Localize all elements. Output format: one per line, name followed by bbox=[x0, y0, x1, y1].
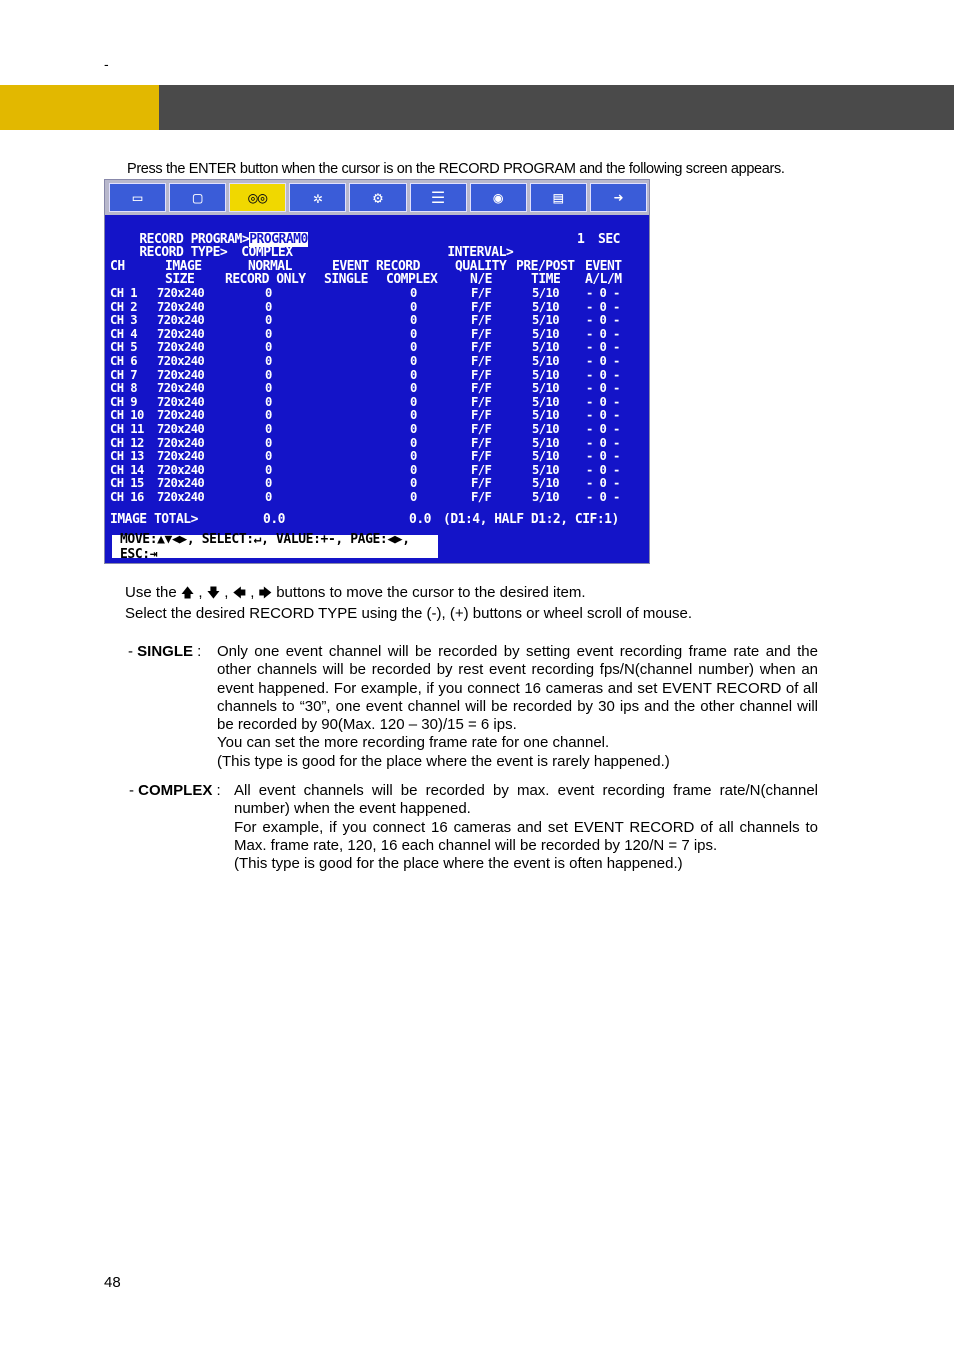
channel-ch: CH 8 bbox=[110, 381, 137, 396]
channel-normal[interactable]: 0 bbox=[265, 462, 272, 477]
left-arrow-icon: 🡄 bbox=[232, 585, 247, 600]
header-quality: QUALITY bbox=[455, 259, 507, 274]
channel-size[interactable]: 720x240 bbox=[157, 421, 205, 436]
complex-label: COMPLEX bbox=[138, 782, 213, 799]
channel-size[interactable]: 720x240 bbox=[157, 381, 205, 396]
channel-ch: CH 11 bbox=[110, 421, 144, 436]
image-total-normal: 0.0 bbox=[263, 512, 285, 527]
channel-normal[interactable]: 0 bbox=[265, 299, 272, 314]
channel-ch: CH 15 bbox=[110, 476, 144, 491]
channel-complex[interactable]: 0 bbox=[410, 449, 417, 464]
menu-tab-7[interactable]: ◉ bbox=[470, 183, 527, 212]
channel-time[interactable]: 5/10 bbox=[532, 367, 559, 382]
single-line-1: Only one event channel will be recorded by setting event recording frame rate and the other channels will be recorded by rest event recording fps/N(channel number) when an event happened. For example, if you connect 16 cameras and set EVENT RECORD of all channels to “30”, one event channel will be recorded by 30 ips and the other channel will be recorded by 90(Max. 120 – 30)/15 = 6 ips. bbox=[217, 643, 818, 734]
channel-ch: CH 9 bbox=[110, 394, 137, 409]
channel-alm[interactable]: - 0 - bbox=[586, 408, 620, 423]
channel-complex[interactable]: 0 bbox=[410, 408, 417, 423]
channel-quality[interactable]: F/F bbox=[471, 340, 492, 355]
menu-toolbar bbox=[105, 180, 650, 215]
channel-time[interactable]: 5/10 bbox=[532, 408, 559, 423]
channel-time[interactable]: 5/10 bbox=[532, 326, 559, 341]
channel-size[interactable]: 720x240 bbox=[157, 353, 205, 368]
channel-normal[interactable]: 0 bbox=[265, 489, 272, 504]
page-number: 48 bbox=[104, 1274, 121, 1291]
channel-normal[interactable]: 0 bbox=[265, 381, 272, 396]
complex-line-3: (This type is good for the place where the event is often happened.) bbox=[234, 855, 683, 873]
channel-size[interactable]: 720x240 bbox=[157, 394, 205, 409]
down-arrow-icon: 🡇 bbox=[206, 585, 221, 600]
channel-time[interactable]: 5/10 bbox=[532, 353, 559, 368]
single-description bbox=[217, 643, 818, 771]
record-program-value[interactable]: PROGRAM0 bbox=[249, 232, 308, 247]
header-record-only: RECORD ONLY bbox=[225, 272, 306, 287]
channel-alm[interactable]: - 0 - bbox=[586, 462, 620, 477]
channel-ch: CH 12 bbox=[110, 435, 144, 450]
image-total-detail: (D1:4, HALF D1:2, CIF:1) bbox=[443, 512, 619, 527]
single-label: SINGLE bbox=[137, 643, 194, 660]
menu-tab-9[interactable]: ➜ bbox=[590, 183, 647, 212]
image-total-label: IMAGE TOTAL> bbox=[110, 512, 198, 527]
header-normal: NORMAL bbox=[248, 259, 292, 274]
channel-time[interactable]: 5/10 bbox=[532, 421, 559, 436]
channel-ch: CH 6 bbox=[110, 353, 137, 368]
channel-alm[interactable]: - 0 - bbox=[586, 326, 620, 341]
channel-complex[interactable]: 0 bbox=[410, 313, 417, 328]
channel-ch: CH 4 bbox=[110, 326, 137, 341]
channel-quality[interactable]: F/F bbox=[471, 489, 492, 504]
channel-normal[interactable]: 0 bbox=[265, 313, 272, 328]
menu-tab-2[interactable]: ▢ bbox=[169, 183, 226, 212]
channel-complex[interactable]: 0 bbox=[410, 394, 417, 409]
channel-quality[interactable]: F/F bbox=[471, 462, 492, 477]
channel-quality[interactable]: F/F bbox=[471, 326, 492, 341]
channel-complex[interactable]: 0 bbox=[410, 340, 417, 355]
single-term: - SINGLE : bbox=[128, 643, 202, 660]
channel-normal[interactable]: 0 bbox=[265, 435, 272, 450]
channel-alm[interactable]: - 0 - bbox=[586, 286, 620, 300]
single-line-3: (This type is good for the place where the event is rarely happened.) bbox=[217, 752, 670, 770]
channel-complex[interactable]: 0 bbox=[410, 367, 417, 382]
channel-alm[interactable]: - 0 - bbox=[586, 449, 620, 464]
channel-alm[interactable]: - 0 - bbox=[586, 381, 620, 396]
channel-size[interactable]: 720x240 bbox=[157, 326, 205, 341]
header-time: TIME bbox=[531, 272, 561, 287]
use-arrows-line: Use the 🡅 , 🡇 , 🡄 , 🡆 buttons to move the cursor to the desired item. bbox=[125, 584, 586, 601]
channel-quality[interactable]: F/F bbox=[471, 367, 492, 382]
record-type-value[interactable]: COMPLEX bbox=[241, 245, 293, 260]
interval-label: INTERVAL> bbox=[447, 245, 514, 260]
channel-alm[interactable]: - 0 - bbox=[586, 435, 620, 450]
interval-unit: SEC bbox=[598, 232, 620, 247]
channel-size[interactable]: 720x240 bbox=[157, 462, 205, 477]
select-record-type-line: Select the desired RECORD TYPE using the (-), (+) buttons or wheel scroll of mouse. bbox=[125, 605, 693, 622]
channel-quality[interactable]: F/F bbox=[471, 435, 492, 450]
channel-ch: CH 13 bbox=[110, 449, 144, 464]
channel-alm[interactable]: - 0 - bbox=[586, 313, 620, 328]
channel-quality[interactable]: F/F bbox=[471, 353, 492, 368]
complex-line-1: All event channels will be recorded by max. event recording frame rate/N(channel number) when the event happened. bbox=[234, 782, 818, 818]
channel-time[interactable]: 5/10 bbox=[532, 313, 559, 328]
menu-tab-6[interactable]: ☰ bbox=[410, 183, 467, 212]
channel-ch: CH 3 bbox=[110, 313, 137, 328]
channel-complex[interactable]: 0 bbox=[410, 326, 417, 341]
image-total-event: 0.0 bbox=[409, 512, 431, 527]
channel-time[interactable]: 5/10 bbox=[532, 286, 559, 300]
use-suffix: buttons to move the cursor to the desired item. bbox=[276, 584, 586, 601]
channel-normal[interactable]: 0 bbox=[265, 326, 272, 341]
channel-ch: CH 10 bbox=[110, 408, 144, 423]
channel-size[interactable]: 720x240 bbox=[157, 476, 205, 491]
channel-ch: CH 16 bbox=[110, 489, 144, 504]
channel-complex[interactable]: 0 bbox=[410, 286, 417, 300]
channel-size[interactable]: 720x240 bbox=[157, 449, 205, 464]
channel-complex[interactable]: 0 bbox=[410, 299, 417, 314]
channel-quality[interactable]: F/F bbox=[471, 381, 492, 396]
channel-alm[interactable]: - 0 - bbox=[586, 421, 620, 436]
channel-complex[interactable]: 0 bbox=[410, 462, 417, 477]
channel-normal[interactable]: 0 bbox=[265, 408, 272, 423]
menu-tab-8[interactable]: ▤ bbox=[530, 183, 587, 212]
channel-ch: CH 2 bbox=[110, 299, 137, 314]
channel-time[interactable]: 5/10 bbox=[532, 476, 559, 491]
complex-line-2: For example, if you connect 16 cameras and set EVENT RECORD of all channels to Max. frame rate, 120, 16 each channel will be recorded by 120/N = 7 ips. bbox=[234, 818, 818, 854]
channel-alm[interactable]: - 0 - bbox=[586, 340, 620, 355]
channel-quality[interactable]: F/F bbox=[471, 286, 492, 300]
channel-quality[interactable]: F/F bbox=[471, 421, 492, 436]
channel-complex[interactable]: 0 bbox=[410, 435, 417, 450]
channel-alm[interactable]: - 0 - bbox=[586, 476, 620, 491]
channel-complex[interactable]: 0 bbox=[410, 421, 417, 436]
channel-normal[interactable]: 0 bbox=[265, 394, 272, 409]
channel-size[interactable]: 720x240 bbox=[157, 313, 205, 328]
channel-alm[interactable]: - 0 - bbox=[586, 299, 620, 314]
channel-time[interactable]: 5/10 bbox=[532, 435, 559, 450]
channel-complex[interactable]: 0 bbox=[410, 476, 417, 491]
channel-alm[interactable]: - 0 - bbox=[586, 367, 620, 382]
header-single: SINGLE bbox=[324, 272, 368, 287]
menu-tab-3[interactable]: ◎◎ bbox=[229, 183, 286, 212]
channel-complex[interactable]: 0 bbox=[410, 353, 417, 368]
channel-size[interactable]: 720x240 bbox=[157, 286, 205, 300]
channel-alm[interactable]: - 0 - bbox=[586, 394, 620, 409]
header-prepost: PRE/POST bbox=[516, 259, 575, 274]
channel-size[interactable]: 720x240 bbox=[157, 299, 205, 314]
channel-alm[interactable]: - 0 - bbox=[586, 353, 620, 368]
header-image: IMAGE bbox=[165, 259, 202, 274]
channel-complex[interactable]: 0 bbox=[410, 489, 417, 504]
interval-value[interactable]: 1 bbox=[577, 232, 585, 247]
header-size: SIZE bbox=[165, 272, 195, 287]
channel-complex[interactable]: 0 bbox=[410, 381, 417, 396]
channel-quality[interactable]: F/F bbox=[471, 476, 492, 491]
channel-time[interactable]: 5/10 bbox=[532, 489, 559, 504]
channel-normal[interactable]: 0 bbox=[265, 421, 272, 436]
header-complex: COMPLEX bbox=[386, 272, 438, 287]
channel-normal[interactable]: 0 bbox=[265, 476, 272, 491]
use-prefix: Use the bbox=[125, 584, 177, 601]
dvr-record-program-screen bbox=[104, 179, 650, 564]
channel-time[interactable]: 5/10 bbox=[532, 340, 559, 355]
channel-time[interactable]: 5/10 bbox=[532, 449, 559, 464]
record-type-label: RECORD TYPE> bbox=[139, 245, 228, 260]
menu-tab-5[interactable]: ⚙ bbox=[349, 183, 406, 212]
channel-normal[interactable]: 0 bbox=[265, 340, 272, 355]
channel-size[interactable]: 720x240 bbox=[157, 489, 205, 504]
channel-quality[interactable]: F/F bbox=[471, 299, 492, 314]
up-arrow-icon: 🡅 bbox=[180, 585, 195, 600]
key-help-bar: MOVE:▲▼◀▶, SELECT:↵, VALUE:+-, PAGE:◀▶, ESC:⇥ bbox=[110, 533, 440, 560]
channel-time[interactable]: 5/10 bbox=[532, 394, 559, 409]
complex-description bbox=[234, 782, 818, 873]
channel-quality[interactable]: F/F bbox=[471, 408, 492, 423]
channel-size[interactable]: 720x240 bbox=[157, 340, 205, 355]
channel-quality[interactable]: F/F bbox=[471, 449, 492, 464]
single-line-2: You can set the more recording frame rate for one channel. bbox=[217, 734, 610, 752]
channel-ch: CH 14 bbox=[110, 462, 144, 477]
channel-quality[interactable]: F/F bbox=[471, 394, 492, 409]
channel-size[interactable]: 720x240 bbox=[157, 367, 205, 382]
channel-quality[interactable]: F/F bbox=[471, 313, 492, 328]
channel-time[interactable]: 5/10 bbox=[532, 462, 559, 477]
header-dash: - bbox=[104, 56, 109, 72]
right-arrow-icon: 🡆 bbox=[258, 585, 273, 600]
channel-normal[interactable]: 0 bbox=[265, 449, 272, 464]
channel-time[interactable]: 5/10 bbox=[532, 381, 559, 396]
menu-tab-1[interactable]: ▭ bbox=[109, 183, 166, 212]
record-program-label: RECORD PROGRAM> bbox=[139, 232, 250, 247]
channel-size[interactable]: 720x240 bbox=[157, 408, 205, 423]
channel-alm[interactable]: - 0 - bbox=[586, 489, 620, 504]
channel-normal[interactable]: 0 bbox=[265, 286, 272, 300]
menu-tab-4[interactable]: ✲ bbox=[289, 183, 346, 212]
header-event: EVENT bbox=[585, 259, 622, 274]
channel-normal[interactable]: 0 bbox=[265, 367, 272, 382]
header-accent-band bbox=[0, 85, 159, 130]
channel-size[interactable]: 720x240 bbox=[157, 435, 205, 450]
channel-ch: CH 5 bbox=[110, 340, 137, 355]
channel-time[interactable]: 5/10 bbox=[532, 299, 559, 314]
header-event-record: EVENT RECORD bbox=[332, 259, 420, 274]
header-alm: A/L/M bbox=[585, 272, 622, 287]
intro-text: Press the ENTER button when the cursor is on the RECORD PROGRAM and the following screen appears. bbox=[127, 161, 785, 177]
header-title-band bbox=[159, 85, 954, 130]
channel-ch: CH 7 bbox=[110, 367, 137, 382]
header-ch: CH bbox=[110, 259, 125, 274]
channel-normal[interactable]: 0 bbox=[265, 353, 272, 368]
header-ne: N/E bbox=[470, 272, 492, 287]
complex-term: - COMPLEX : bbox=[129, 782, 221, 799]
channel-ch: CH 1 bbox=[110, 286, 137, 300]
